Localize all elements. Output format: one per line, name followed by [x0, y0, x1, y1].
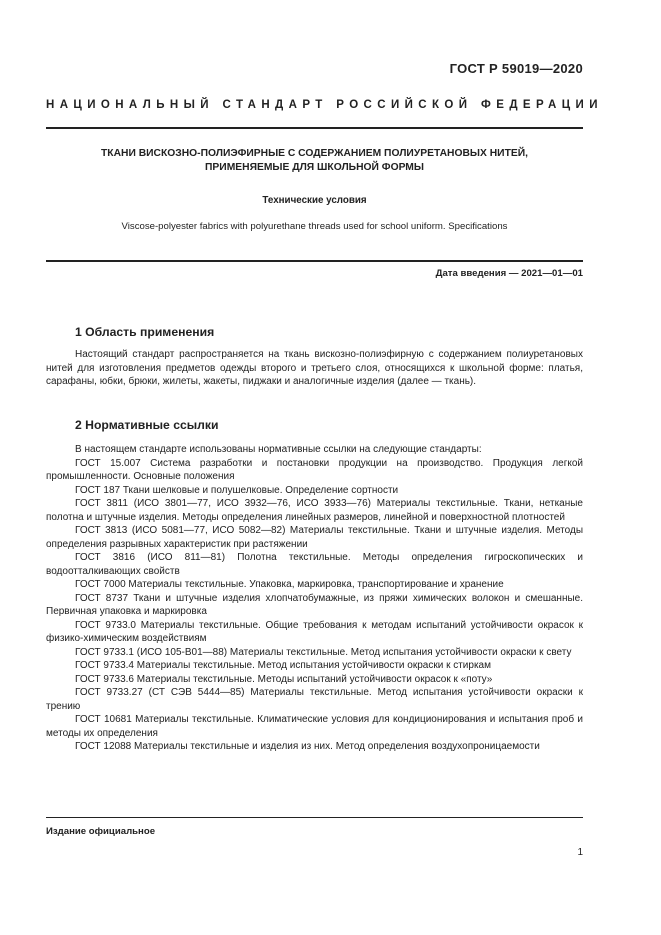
- middle-divider: [46, 260, 583, 262]
- references-intro: В настоящем стандарте использованы нормативные ссылки на следующие стандарты:: [75, 444, 482, 455]
- national-standard-heading: НАЦИОНАЛЬНЫЙ СТАНДАРТ РОССИЙСКОЙ ФЕДЕРАЦИИ: [46, 99, 603, 111]
- reference-item: ГОСТ 3813 (ИСО 5081—77, ИСО 5082—82) Материалы текстильные. Ткани и штучные изделия. Методы определения разрывных характеристик при растяжении: [46, 525, 583, 550]
- title-line-1: ТКАНИ ВИСКОЗНО-ПОЛИЭФИРНЫЕ С СОДЕРЖАНИЕМ ПОЛИУРЕТАНОВЫХ НИТЕЙ,: [101, 148, 528, 159]
- reference-item: ГОСТ 187 Ткани шелковые и полушелковые. Определение сортности: [75, 484, 399, 496]
- reference-item: ГОСТ 9733.0 Материалы текстильные. Общие требования к методам испытаний устойчивости окрасок к физико-химическим воздействиям: [46, 619, 583, 644]
- reference-item: ГОСТ 8737 Ткани и штучные изделия хлопчатобумажные, из пряжи химических волокон и смешанные. Первичная упаковка и маркировка: [46, 592, 583, 617]
- reference-item: ГОСТ 9733.6 Материалы текстильные. Методы испытаний устойчивости окрасок к «поту»: [75, 673, 493, 685]
- page-number: 1: [577, 847, 583, 858]
- english-title: Viscose-polyester fabrics with polyurethane threads used for school uniform. Specifications: [121, 221, 508, 232]
- reference-item: ГОСТ 10681 Материалы текстильные. Климатические условия для кондиционирования и испытания проб и методы их определения: [46, 714, 583, 739]
- reference-item: ГОСТ 3816 (ИСО 811—81) Полотна текстильные. Методы определения гигроскопических и водоотталкивающих свойств: [46, 552, 583, 577]
- reference-item: ГОСТ 9733.27 (СТ СЭВ 5444—85) Материалы текстильные. Метод испытания устойчивости окраски к трению: [46, 687, 583, 712]
- reference-item: ГОСТ 9733.1 (ИСО 105-В01—88) Материалы текстильные. Метод испытания устойчивости окраски к свету: [75, 646, 572, 658]
- reference-item: ГОСТ 9733.4 Материалы текстильные. Метод испытания устойчивости окраски к стиркам: [75, 660, 491, 671]
- section-1-paragraph: Настоящий стандарт распространяется на ткань вискозно-полиэфирную с содержанием полиуретановых нитей для изготовления предметов одежды второго и третьего слоя, относящихся к школьной форме: платья, сарафаны, юбки, брюки, жилеты, жакеты, пиджаки и аналогичные изделия (далее — ткань).: [46, 349, 583, 387]
- introduction-date: Дата введения — 2021—01—01: [435, 268, 583, 279]
- section-1-body: [46, 348, 583, 389]
- reference-item: ГОСТ 12088 Материалы текстильные и изделия из них. Метод определения воздухопроницаемости: [75, 741, 540, 752]
- reference-item: ГОСТ 15.007 Система разработки и постановки продукции на производство. Продукция легкой промышленности. Основные положения: [46, 457, 583, 482]
- top-divider: [46, 127, 583, 129]
- document-title: [46, 147, 583, 175]
- footer-divider: [46, 817, 583, 818]
- official-edition-label: Издание официальное: [46, 826, 156, 837]
- section-1-heading: 1 Область применения: [75, 325, 215, 339]
- reference-item: ГОСТ 7000 Материалы текстильные. Упаковка, маркировка, транспортирование и хранение: [75, 579, 504, 590]
- title-line-2: ПРИМЕНЯЕМЫЕ ДЛЯ ШКОЛЬНОЙ ФОРМЫ: [205, 162, 424, 173]
- section-2-heading: 2 Нормативные ссылки: [75, 418, 219, 432]
- section-2-references: [46, 443, 583, 754]
- document-code: ГОСТ Р 59019—2020: [449, 61, 583, 76]
- reference-item: ГОСТ 3811 (ИСО 3801—77, ИСО 3932—76, ИСО 3933—76) Материалы текстильные. Ткани, нетканые полотна и штучные изделия. Методы определения линейных размеров, линейной и поверхностной плотностей: [46, 498, 583, 523]
- document-subtitle: Технические условия: [262, 195, 367, 206]
